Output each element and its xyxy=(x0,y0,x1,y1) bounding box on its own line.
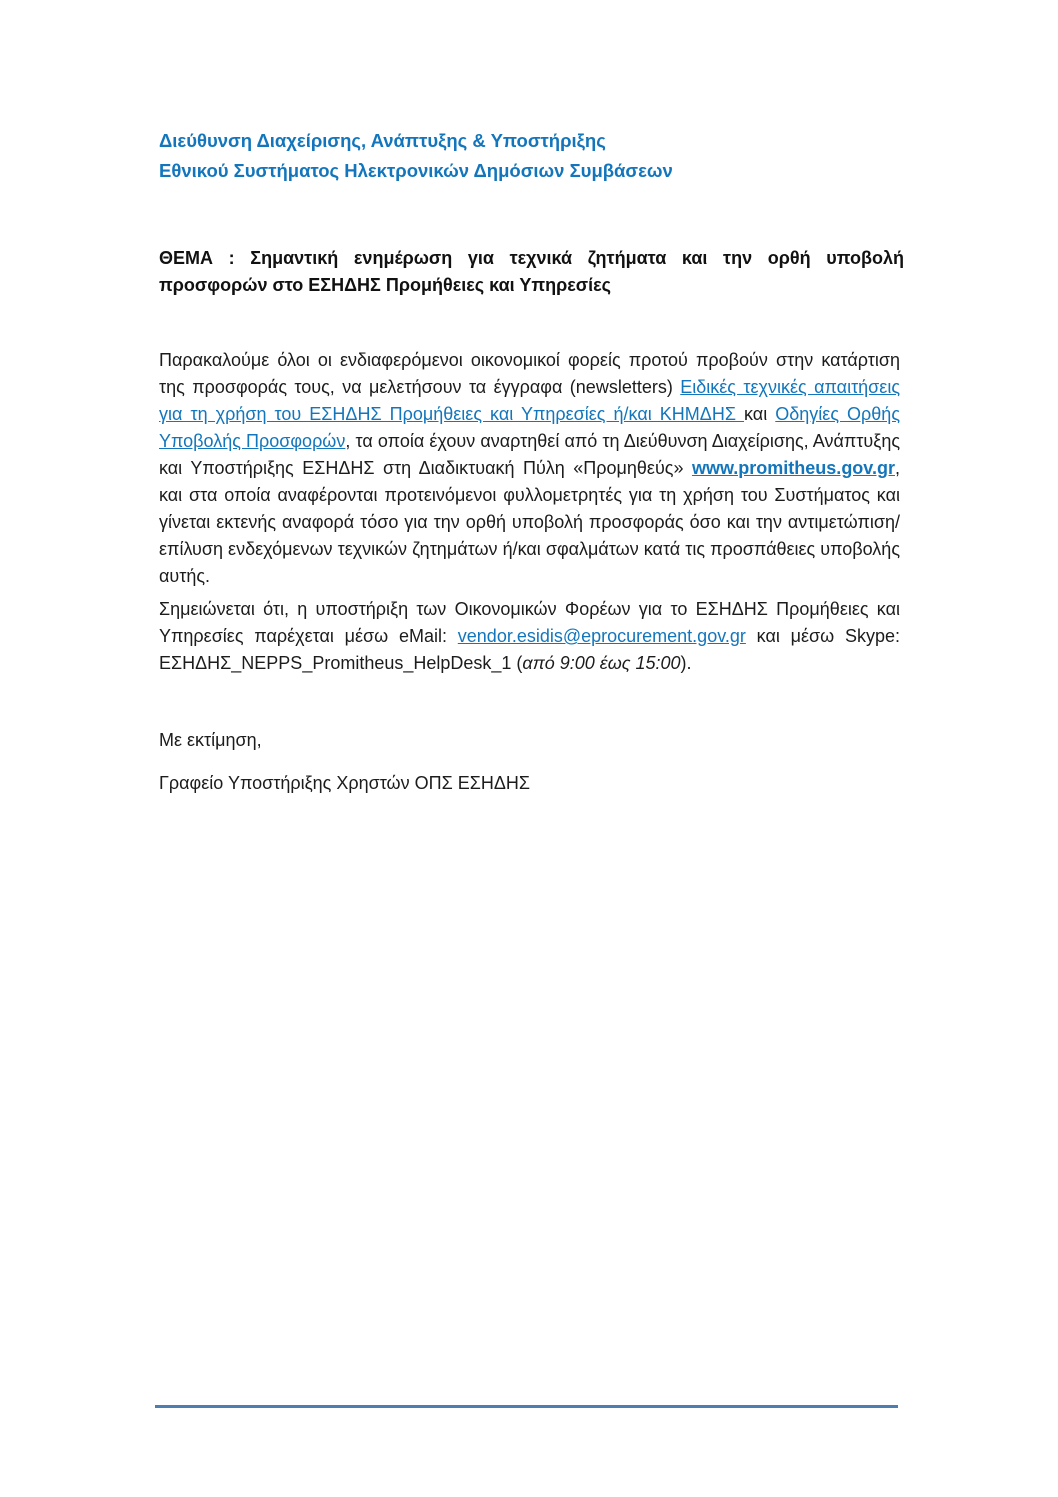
header-line-1: Διεύθυνση Διαχείρισης, Ανάπτυξης & Υποστήριξης xyxy=(159,130,606,151)
hyperlink[interactable]: Οδηγίες Ορθής Υποβολής Προσφορών xyxy=(159,404,900,451)
text-run: και xyxy=(744,404,776,424)
text-run: και μέσω Skype: ΕΣΗΔΗΣ_NEPPS_Promitheus_HelpDesk_1 ( xyxy=(159,626,900,673)
body-paragraph-1 xyxy=(159,347,900,590)
header-line-2: Εθνικού Συστήματος Ηλεκτρονικών Δημόσιων Συμβάσεων xyxy=(159,160,673,181)
italic-text-run: από 9:00 έως 15:00 xyxy=(522,653,681,673)
text-run: ). xyxy=(680,653,692,673)
closing-signature: Γραφείο Υποστήριξης Χρηστών ΟΠΣ ΕΣΗΔΗΣ xyxy=(159,773,531,793)
body-paragraph-2 xyxy=(159,596,900,677)
text-run: , και στα οποία αναφέρονται προτεινόμενοι φυλλομετρητές για τη χρήση του Συστήματος και γίνεται εκτενής αναφορά τόσο για την ορθή υποβολή προσφοράς όσο και την αντιμετώπιση/επίλυση ενδεχόμενων τεχνικών ζητημάτων ή/και σφαλμάτων κατά τις προσπάθειες υποβολής αυτής. xyxy=(159,458,900,586)
hyperlink[interactable]: Ειδικές τεχνικές απαιτήσεις για τη χρήση του ΕΣΗΔΗΣ Προμήθειες και Υπηρεσίες ή/και ΚΗΜΔΗΣ xyxy=(159,377,900,424)
text-run: , τα οποία έχουν αναρτηθεί από τη Διεύθυνση Διαχείρισης, Ανάπτυξης και Υποστήριξης ΕΣΗΔΗΣ στη Διαδικτυακή Πύλη «Προμηθεύς» xyxy=(159,431,900,478)
footer-divider-rule xyxy=(155,1405,898,1408)
hyperlink[interactable]: www.promitheus.gov.gr xyxy=(691,458,895,478)
text-run: Παρακαλούμε όλοι οι ενδιαφερόμενοι οικονομικοί φορείς προτού προβούν στην κατάρτιση της προσφοράς τους, να μελετήσουν τα έγγραφα (newsletters) xyxy=(159,350,900,397)
hyperlink[interactable]: vendor.esidis@eprocurement.gov.gr xyxy=(457,626,746,646)
text-run: Σημειώνεται ότι, η υποστήριξη των Οικονομικών Φορέων για το ΕΣΗΔΗΣ Προμήθειες και Υπηρεσίες παρέχεται μέσω eMail: xyxy=(159,599,900,646)
closing-salutation: Με εκτίμηση, xyxy=(159,730,262,750)
subject-line: ΘΕΜΑ : Σημαντική ενημέρωση για τεχνικά ζητήματα και την ορθή υποβολή προσφορών στο ΕΣΗΔΗΣ Προμήθειες και Υπηρεσίες xyxy=(159,248,904,295)
document-header xyxy=(159,126,904,186)
